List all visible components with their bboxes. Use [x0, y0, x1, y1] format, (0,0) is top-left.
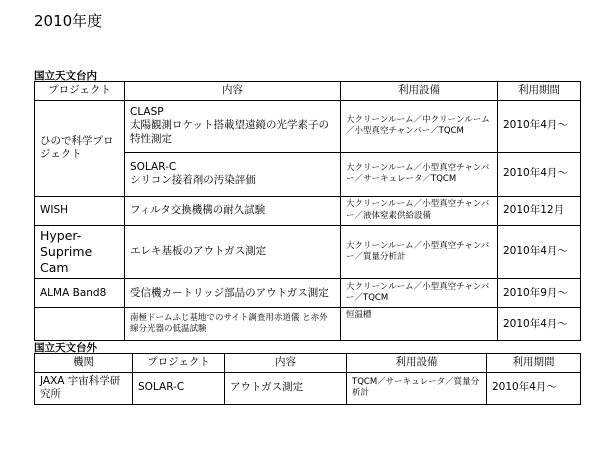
internal-usage-table [34, 81, 581, 341]
project-cell: SOLAR-C [133, 372, 225, 404]
equipment-cell: TQCM／サーキュレータ／質量分析計 [347, 372, 487, 404]
table-header-row [35, 354, 581, 373]
column-header: 利用設備 [341, 82, 498, 101]
table-row [35, 225, 581, 279]
column-header: 利用設備 [347, 354, 487, 373]
equipment-cell: 大クリーンルーム／中クリーンルーム／小型真空チャンバー／TQCM [341, 100, 498, 152]
institution-cell: JAXA 宇宙科学研究所 [35, 372, 133, 404]
period-cell: 2010年4月～ [498, 152, 581, 196]
column-header: 内容 [225, 354, 347, 373]
period-cell: 2010年12月 [498, 196, 581, 225]
page-title: 2010年度 [34, 12, 103, 30]
project-cell: ALMA Band8 [35, 279, 125, 308]
period-cell: 2010年4月～ [498, 100, 581, 152]
column-header: 機関 [35, 354, 133, 373]
table-row [35, 308, 581, 341]
content-cell: フィルタ交換機構の耐久試験 [125, 196, 341, 225]
column-header: 内容 [125, 82, 341, 101]
equipment-cell: 大クリーンルーム／小型真空チャンバー／質量分析計 [341, 225, 498, 279]
period-cell: 2010年4月～ [498, 308, 581, 341]
content-project-name: CLASP [130, 105, 164, 118]
table-row [35, 279, 581, 308]
section-label-external: 国立天文台外 [34, 342, 97, 354]
content-cell: 受信機カートリッジ部品のアウトガス測定 [125, 279, 341, 308]
equipment-cell: 大クリーンルーム／小型真空チャンバー／TQCM [341, 279, 498, 308]
project-cell: WISH [35, 196, 125, 225]
table-row [35, 100, 581, 152]
section-label-internal: 国立天文台内 [34, 70, 97, 82]
equipment-cell: 大クリーンルーム／小型真空チャンバー／サーキュレータ／TQCM [341, 152, 498, 196]
equipment-cell: 大クリーンルーム／小型真空チャンバー／液体窒素供給設備 [341, 196, 498, 225]
content-cell: アウトガス測定 [225, 372, 347, 404]
project-cell: ひので科学プロジェクト [35, 100, 125, 196]
column-header: 利用期間 [498, 82, 581, 101]
content-cell: 南極ドームふじ基地でのサイト調査用赤道儀 と赤外線分光器の低温試験 [125, 308, 341, 341]
table-row [35, 372, 581, 404]
external-usage-table [34, 353, 581, 405]
table-header-row [35, 82, 581, 101]
column-header: プロジェクト [35, 82, 125, 101]
content-cell: エレキ基板のアウトガス測定 [125, 225, 341, 279]
period-cell: 2010年9月～ [498, 279, 581, 308]
project-cell [35, 308, 125, 341]
column-header: プロジェクト [133, 354, 225, 373]
content-project-name: SOLAR-C [130, 160, 177, 173]
period-cell: 2010年4月～ [487, 372, 581, 404]
project-cell: Hyper-Suprime Cam [35, 225, 125, 279]
table-row [35, 196, 581, 225]
content-description: 太陽観測ロケット搭載望遠鏡の光学素子の特性測定 [130, 119, 329, 145]
column-header: 利用期間 [487, 354, 581, 373]
content-description: シリコン接着剤の汚染評価 [130, 174, 256, 187]
equipment-cell: 恒温槽 [341, 308, 498, 341]
content-cell [125, 100, 341, 152]
content-cell [125, 152, 341, 196]
period-cell: 2010年4月～ [498, 225, 581, 279]
